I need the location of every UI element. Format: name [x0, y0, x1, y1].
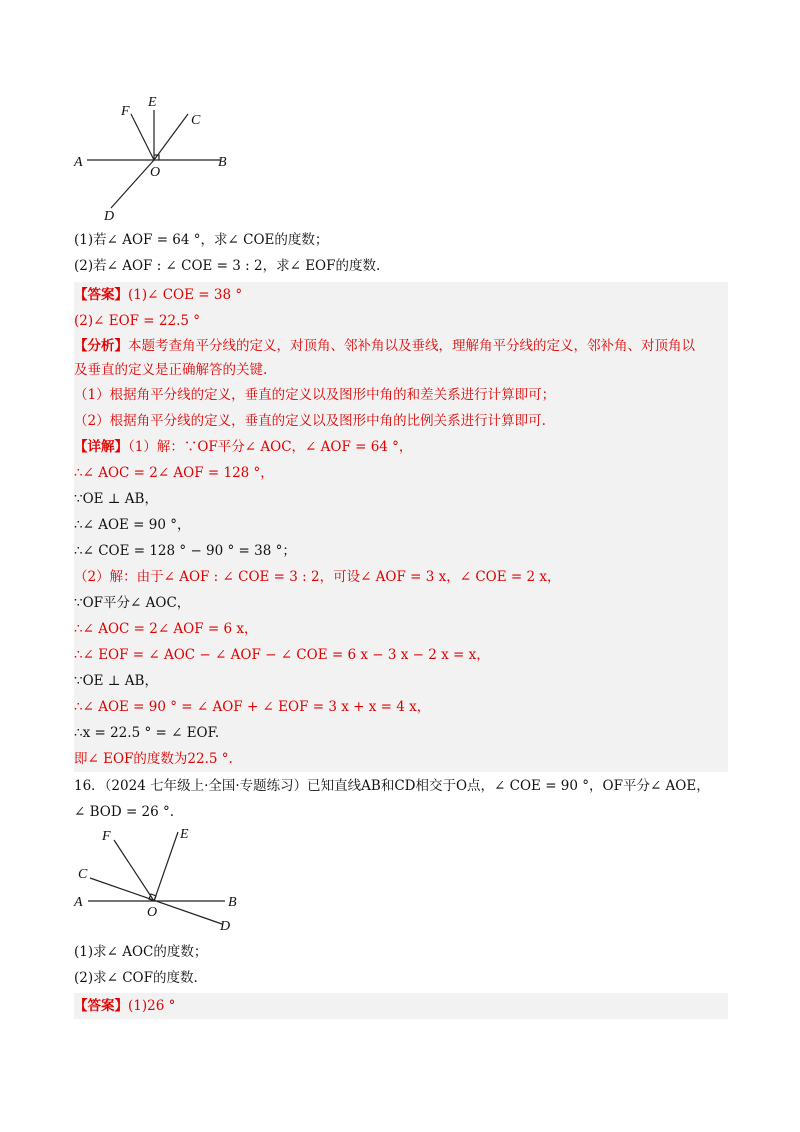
label-b: B — [228, 895, 237, 910]
ray-oe — [154, 832, 178, 901]
label-e: E — [180, 827, 189, 842]
detail-step: ∴x = 22.5 ° = ∠ EOF. — [74, 720, 728, 746]
detail-step: ∴∠ COE = 128 ° − 90 ° = 38 °； — [74, 538, 728, 564]
question-16-part-2: (2)求∠ COF的度数. — [74, 970, 198, 986]
detail-step: ∴∠ AOC = 2∠ AOF = 6 x， — [74, 616, 728, 642]
ray-of — [114, 840, 154, 901]
question-16-part-1: (1)求∠ AOC的度数； — [74, 944, 208, 960]
analysis-line-2: 及垂直的定义是正确解答的关键. — [74, 362, 268, 378]
detail-step: ∴∠ AOE = 90 °， — [74, 512, 728, 538]
answer-16-line — [74, 993, 728, 1019]
hint-1: （1）根据角平分线的定义，垂直的定义以及图形中角的和差关系进行计算即可； — [74, 382, 728, 408]
label-c: C — [191, 113, 201, 128]
hint-2: （2）根据角平分线的定义，垂直的定义以及图形中角的比例关系进行计算即可. — [74, 408, 728, 434]
analysis-tag: 【分析】 — [74, 338, 128, 354]
question-16-line-1: 16．（2024 七年级上·全国·专题练习）已知直线AB和CD相交于O点，∠ COE = 90 °，OF平分∠ AOE， — [74, 778, 710, 794]
detail-step: ∵OF平分∠ AOC， — [74, 590, 728, 616]
label-d: D — [104, 209, 115, 224]
ray-of — [131, 114, 154, 160]
question-part-1: (1)若∠ AOF = 64 °，求∠ COE的度数； — [74, 232, 329, 248]
label-c: C — [78, 867, 88, 882]
analysis-line-1 — [74, 334, 728, 358]
label-e: E — [148, 95, 157, 110]
ray-oc — [154, 114, 188, 160]
detail-step: ∴∠ AOE = 90 ° = ∠ AOF + ∠ EOF = 3 x + x = 4 x， — [74, 694, 728, 720]
answer-16-tag: 【答案】 — [74, 998, 128, 1014]
label-d: D — [220, 919, 231, 934]
label-b: B — [218, 155, 227, 170]
ray-od — [111, 160, 154, 208]
detail-step: ∵OE ⊥ AB， — [74, 486, 728, 512]
label-a: A — [74, 895, 83, 910]
detail-tag: 【详解】 — [74, 439, 128, 455]
label-f: F — [121, 104, 130, 119]
answer-tag: 【答案】 — [74, 287, 128, 303]
label-o: O — [150, 165, 161, 180]
right-angle-mark — [149, 894, 156, 901]
label-a: A — [74, 155, 83, 170]
detail-step: （2）解：由于∠ AOF : ∠ COE = 3 : 2，可设∠ AOF = 3 x，∠ COE = 2 x， — [74, 564, 728, 590]
answer-line-1 — [74, 282, 728, 308]
analysis-text-1: 本题考查角平分线的定义，对顶角、邻补角以及垂线，理解角平分线的定义，邻补角、对顶角以 — [128, 338, 695, 354]
question-16-line-2: ∠ BOD = 26 °. — [74, 804, 175, 820]
answer-16-part-1: (1)26 ° — [128, 998, 176, 1014]
figure-1 — [70, 90, 240, 230]
figure-2 — [70, 822, 250, 937]
detail-first-text: （1）解：∵OF平分∠ AOC，∠ AOF = 64 °， — [128, 439, 413, 455]
label-o: O — [147, 905, 158, 920]
detail-step: ∵OE ⊥ AB， — [74, 668, 728, 694]
question-part-2: (2)若∠ AOF : ∠ COE = 3 : 2，求∠ EOF的度数. — [74, 258, 381, 274]
analysis-block — [74, 334, 728, 382]
detail-step: ∴∠ EOF = ∠ AOC − ∠ AOF − ∠ COE = 6 x − 3 x − 2 x = x， — [74, 642, 728, 668]
detail-step: 即∠ EOF的度数为22.5 °. — [74, 746, 728, 772]
detail-first-line — [74, 434, 728, 460]
answer-part-2: (2)∠ EOF = 22.5 ° — [74, 308, 728, 334]
answer-part-1: (1)∠ COE = 38 ° — [128, 287, 243, 303]
label-f: F — [102, 829, 111, 844]
detail-step: ∴∠ AOC = 2∠ AOF = 128 °， — [74, 460, 728, 486]
